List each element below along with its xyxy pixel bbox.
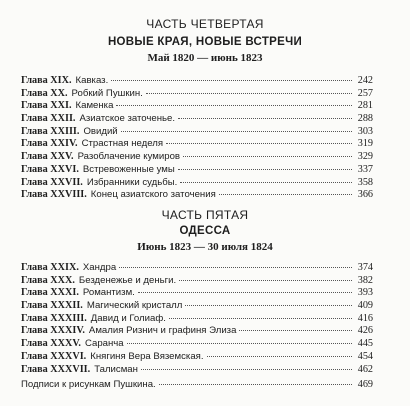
toc-entry[interactable] bbox=[21, 177, 373, 190]
chapter-title: Страстная неделя bbox=[81, 138, 164, 150]
dot-leader bbox=[239, 330, 352, 331]
chapter-number: Глава XXVI. bbox=[21, 163, 79, 175]
dot-leader bbox=[111, 80, 352, 81]
page-number: 281 bbox=[357, 100, 373, 112]
chapter-number: Глава XXV. bbox=[21, 151, 74, 163]
chapter-title: Овидий bbox=[83, 125, 118, 137]
chapter-number: Глава XIX. bbox=[21, 75, 72, 86]
page-number: 416 bbox=[357, 312, 373, 324]
page-number: 358 bbox=[357, 176, 373, 188]
chapter-title: Избранники судьбы. bbox=[86, 176, 178, 188]
page-number: 393 bbox=[357, 287, 373, 299]
chapter-title: Безденежье и деньги. bbox=[78, 274, 177, 286]
chapter-title: Встревоженные умы bbox=[82, 163, 175, 175]
appendix-title: Подписи к рисункам Пушкина. bbox=[21, 379, 156, 390]
part-five-subtitle: ОДЕССА bbox=[179, 225, 231, 237]
part-four-toc bbox=[21, 75, 373, 202]
chapter-title: Азиатское заточенье. bbox=[79, 113, 176, 125]
page-number: 382 bbox=[357, 274, 373, 286]
dot-leader bbox=[185, 305, 352, 306]
toc-entry[interactable] bbox=[21, 287, 373, 300]
dot-leader bbox=[141, 369, 352, 370]
chapter-title: Хандра bbox=[82, 262, 117, 273]
chapter-title: Робкий Пушкин. bbox=[71, 87, 143, 99]
part-four-dates: Май 1820 — июнь 1823 bbox=[147, 52, 263, 64]
page-number: 257 bbox=[357, 87, 373, 99]
page-number: 319 bbox=[357, 138, 373, 150]
page-number: 303 bbox=[357, 125, 373, 137]
dot-leader bbox=[159, 384, 352, 385]
chapter-number: Глава XXIII. bbox=[21, 125, 80, 137]
chapter-number: Глава XXXVI. bbox=[21, 350, 87, 362]
dot-leader bbox=[207, 356, 352, 357]
dot-leader bbox=[219, 194, 352, 195]
toc-entry-appendix[interactable] bbox=[21, 379, 373, 392]
dot-leader bbox=[138, 292, 352, 293]
dot-leader bbox=[166, 143, 352, 144]
toc-entry[interactable] bbox=[21, 75, 373, 88]
part-five-dates: Июнь 1823 — 30 июля 1824 bbox=[137, 241, 273, 253]
appendix-toc bbox=[21, 379, 373, 392]
toc-entry[interactable] bbox=[21, 300, 373, 313]
chapter-title: Амалия Ризнич и графиня Элиза bbox=[88, 325, 237, 337]
part-four-subtitle: НОВЫЕ КРАЯ, НОВЫЕ ВСТРЕЧИ bbox=[107, 36, 303, 48]
page-number: 288 bbox=[357, 113, 373, 125]
chapter-title: Магический кристалл bbox=[86, 300, 183, 312]
dot-leader bbox=[127, 343, 352, 344]
chapter-number: Глава XXII. bbox=[21, 113, 76, 125]
chapter-number: Глава XXXII. bbox=[21, 300, 83, 312]
chapter-number: Глава XXXIV. bbox=[21, 325, 85, 337]
chapter-title: Кавказ. bbox=[75, 75, 109, 86]
toc-entry[interactable] bbox=[21, 262, 373, 275]
toc-entry[interactable] bbox=[21, 338, 373, 351]
chapter-title: Талисман bbox=[94, 363, 138, 375]
page-number: 445 bbox=[357, 338, 373, 350]
chapter-title: Романтизм. bbox=[82, 287, 135, 299]
dot-leader bbox=[119, 267, 352, 268]
dot-leader bbox=[179, 280, 352, 281]
toc-entry[interactable] bbox=[21, 275, 373, 288]
part-five-title: ЧАСТЬ ПЯТАЯ bbox=[161, 208, 249, 222]
toc-entry[interactable] bbox=[21, 313, 373, 326]
dot-leader bbox=[169, 318, 352, 319]
dot-leader bbox=[121, 131, 352, 132]
chapter-number: Глава XXXV. bbox=[21, 338, 81, 350]
dot-leader bbox=[146, 93, 352, 94]
page-number: 469 bbox=[357, 379, 373, 390]
page-number: 454 bbox=[357, 350, 373, 362]
toc-entry[interactable] bbox=[21, 88, 373, 101]
chapter-number: Глава XXIX. bbox=[21, 262, 79, 273]
toc-entry[interactable] bbox=[21, 126, 373, 139]
toc-entry[interactable] bbox=[21, 100, 373, 113]
page-number: 409 bbox=[357, 300, 373, 312]
page-number: 374 bbox=[357, 262, 373, 273]
chapter-title: Разоблачение кумиров bbox=[77, 151, 181, 163]
toc-entry[interactable] bbox=[21, 113, 373, 126]
toc-entry[interactable] bbox=[21, 151, 373, 164]
page-number: 366 bbox=[357, 189, 373, 201]
chapter-number: Глава XXVII. bbox=[21, 176, 83, 188]
chapter-number: Глава XX. bbox=[21, 87, 68, 99]
toc-entry[interactable] bbox=[21, 351, 373, 364]
chapter-title: Каменка bbox=[75, 100, 114, 112]
chapter-title: Конец азиатского заточения bbox=[90, 189, 216, 201]
toc-entry[interactable] bbox=[21, 164, 373, 177]
chapter-number: Глава XXXI. bbox=[21, 287, 79, 299]
dot-leader bbox=[178, 118, 352, 119]
page-number: 337 bbox=[357, 163, 373, 175]
dot-leader bbox=[180, 182, 352, 183]
part-five-toc bbox=[21, 262, 373, 376]
toc-entry[interactable] bbox=[21, 325, 373, 338]
toc-entry[interactable] bbox=[21, 364, 373, 377]
chapter-number: Глава XXXIII. bbox=[21, 312, 87, 324]
dot-leader bbox=[183, 156, 352, 157]
chapter-number: Глава XXVIII. bbox=[21, 189, 87, 201]
toc-entry[interactable] bbox=[21, 138, 373, 151]
chapter-number: Глава XXI. bbox=[21, 100, 72, 112]
dot-leader bbox=[116, 105, 352, 106]
chapter-number: Глава XXXVII. bbox=[21, 363, 91, 375]
part-four-title: ЧАСТЬ ЧЕТВЕРТАЯ bbox=[146, 17, 264, 31]
page-number: 329 bbox=[357, 151, 373, 163]
chapter-title: Давид и Голиаф. bbox=[90, 312, 166, 324]
chapter-number: Глава XXIV. bbox=[21, 138, 78, 150]
dot-leader bbox=[178, 169, 352, 170]
chapter-number: Глава XXX. bbox=[21, 274, 75, 286]
chapter-title: Саранча bbox=[84, 338, 124, 350]
page-number: 242 bbox=[357, 75, 373, 86]
page-number: 426 bbox=[357, 325, 373, 337]
page-number: 462 bbox=[357, 363, 373, 375]
chapter-title: Княгиня Вера Вяземская. bbox=[90, 350, 204, 362]
toc-entry[interactable] bbox=[21, 189, 373, 202]
